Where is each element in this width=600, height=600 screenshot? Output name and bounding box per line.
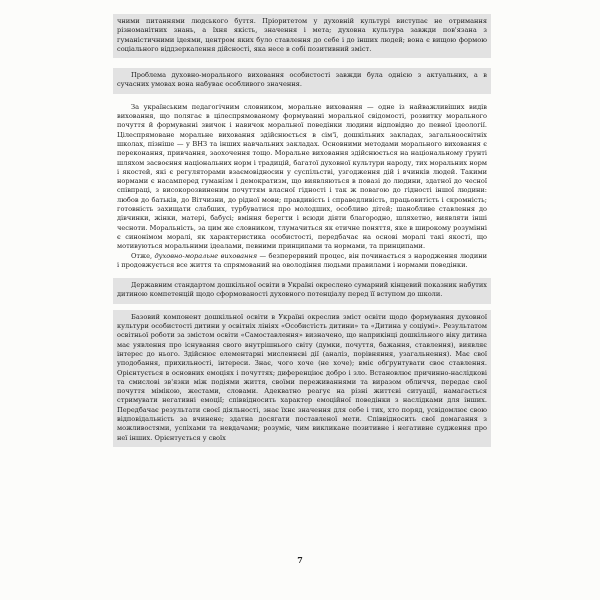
basic-component-shaded-block bbox=[113, 310, 491, 447]
page-number: 7 bbox=[297, 555, 303, 565]
basic-component-text: Базовий компонент дошкільної освіти в Україні окреслив зміст освіти щодо формування духовної культури особистості дитини у освітніх лініях «Особистість дитини» та «Дитина у соціумі». Результатом освітньої роботи за змістом освіти «Самоставлення» визначено, що наприкінці дошкільного віку дитина має уявлення про існування свого внутрішнього світу (думки, почуття, бажання, ставлення), виявляє інтерес до нього. Здійснює елементарні мисленнєві дії (аналіз, порівняння, узагальнення). Має свої уподобання, прихильності, інтереси. Знає, чого хоче (не хоче); вміє обґрунтувати своє ставлення. Орієнтується в основних емоціях і почуттях; диференціює добро і зло. Встановлює причинно-наслідкові та смислові зв'язки між подіями життя, своїми переживаннями та виразом обличчя, передає свої почуття мімікою, жестами, словами. Адекватно реагує на різні життєві ситуації, намагається стримувати негативні емоції; співвідносить характер емоційної поведінки з наслідками для інших. Передбачає результати своєї діяльності, знає їхнє значення для себе і тих, хто поряд, усвідомлює свою відповідальність за вчинене; здатна досягати поставленої мети. Співвідносить свої домагання з можливостями, успіхами та невдачами; розуміє, чим викликане позитивне і негативне судження про неї інших. Орієнтується у своїх bbox=[117, 312, 487, 442]
moral-education-paragraph: За українським педагогічним словником, моральне виховання — одне із найважливіших видів виховання, що полягає в цілеспрямованому формуванні моральної свідомості, розвитку морального почуття й формуванні звичок і навичок моральної поведінки людини відповідно до певної ідеології. Цілеспрямоване моральне виховання здійснюється в сім'ї, дошкільних закладах, загальноосвітніх школах, пізніше — у ВНЗ та інших навчальних закладах. Основними методами морального виховання є переконання, привчання, заохочення тощо. Моральне виховання здійснюється на національному ґрунті шляхом засвоєння національних норм і традицій, багатої духовної культури народу, тих моральних норм і якостей, які є регуляторами взаємовідносин у суспільстві, узгодження дій і вчинків людей. Такими нормами є насамперед гуманізм і демократизм, що виявляються в повазі до людини, здатної до чесної співпраці, з високорозвиненим почуттям власної гідності і так ж повагою до гідності іншої людини: любов до батьків, до Вітчизни, до рідної мови; правдивість і справедливість, працьовитість і скромність; готовність захищати слабших, турбуватися про молодших, особливо дітей; шанобливе ставлення до дівчинки, жінки, матері, бабусі; вміння берегти і всюди діяти благородно, шляхетно, виявляти інші чесноти. Моральність, за цим же словником, тлумачиться як етичне поняття, яке в широкому розумінні є синонімом моралі, як характеристика особистості, передбачає на основі моралі такі якості, що мотивуються моральними ідеалами, певними принципами та нормами, та принципами. bbox=[117, 102, 487, 251]
text-column bbox=[117, 14, 487, 447]
conclusion-rest: — безперервний процес, він починається з народження людини і продовжується все життя та спрямований на оволодіння людьми правилами і нормами поведінки. bbox=[117, 251, 488, 269]
conclusion-paragraph bbox=[117, 252, 487, 271]
problem-text: Проблема духовно-морального виховання особистості завжди була однією з актуальних, а в сучасних умовах вона набуває особливого значення. bbox=[117, 71, 487, 89]
standard-text: Державним стандартом дошкільної освіти в Україні окреслено сумарний кінцевий показник набутих дитиною компетенцій щодо сформованості духовного потенціалу перед її вступом до школи. bbox=[117, 281, 487, 299]
problem-shaded-block bbox=[113, 68, 491, 94]
main-text-block bbox=[117, 103, 487, 270]
conclusion-term: духовно-моральне виховання bbox=[154, 251, 258, 260]
top-block-text: чними питаннями людського буття. Пріоритетом у духовній культурі виступає не отримання різноманітних знань, а їхня якість, значення і мета; духовна культура завжди пов'язана з гуманістичними ідеями, центром яких було ставлення до себе і до інших людей; вона є вищою формою соціального віддзеркалення дійсності, яка несе в собі позитивний зміст. bbox=[117, 17, 487, 53]
top-shaded-block bbox=[113, 14, 491, 58]
conclusion-lead: Отже, bbox=[131, 251, 155, 260]
standard-shaded-block bbox=[113, 278, 491, 304]
